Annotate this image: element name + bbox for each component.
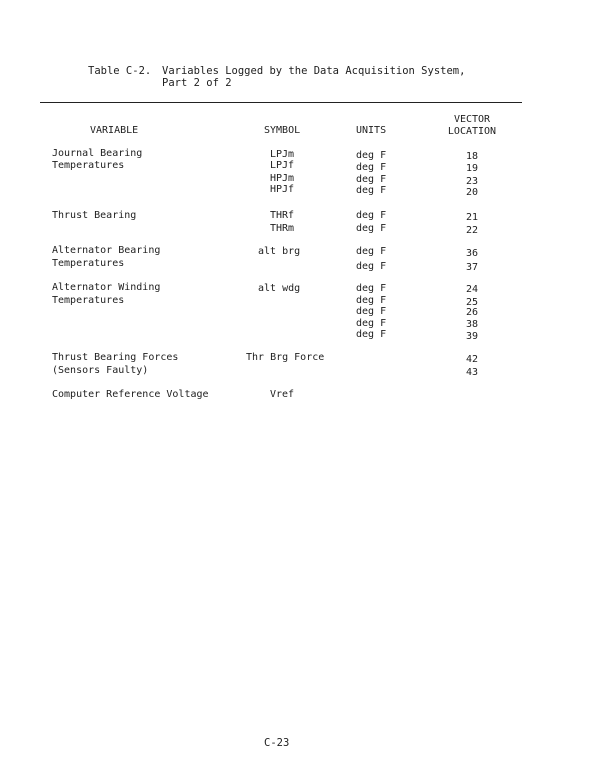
table-title-line-1: Variables Logged by the Data Acquisition System, — [162, 65, 466, 77]
page-number: C-23 — [264, 737, 290, 749]
units-cell: deg F — [356, 210, 387, 221]
units-cell: deg F — [356, 246, 387, 257]
variable-name: Temperatures — [52, 295, 125, 306]
units-cell: deg F — [356, 261, 387, 272]
symbol-cell: LPJf — [270, 160, 295, 171]
units-cell: deg F — [356, 223, 387, 234]
location-cell: 26 — [466, 307, 479, 318]
symbol-cell: Thr Brg Force — [246, 352, 325, 363]
location-cell: 24 — [466, 284, 479, 295]
location-cell: 36 — [466, 248, 479, 259]
variable-name: (Sensors Faulty) — [52, 365, 149, 376]
table-label: Table C-2. — [88, 65, 152, 77]
units-cell: deg F — [356, 295, 387, 306]
location-cell: 21 — [466, 212, 479, 223]
variable-name: Thrust Bearing Forces — [52, 352, 179, 363]
header-vector-line-1: VECTOR — [453, 114, 491, 125]
variable-name: Alternator Winding — [52, 282, 161, 293]
units-cell: deg F — [356, 185, 387, 196]
symbol-cell: alt brg — [258, 246, 301, 257]
symbol-cell: alt wdg — [258, 283, 301, 294]
table-title-line-2: Part 2 of 2 — [162, 77, 232, 89]
header-variable: VARIABLE — [90, 125, 139, 136]
location-cell: 38 — [466, 319, 479, 330]
symbol-cell: Vref — [270, 389, 295, 400]
location-cell: 22 — [466, 225, 479, 236]
units-cell: deg F — [356, 329, 387, 340]
location-cell: 19 — [466, 163, 479, 174]
variable-name: Computer Reference Voltage — [52, 389, 209, 400]
symbol-cell: HPJf — [270, 184, 295, 195]
variable-name: Alternator Bearing — [52, 245, 161, 256]
location-cell: 37 — [466, 262, 479, 273]
location-cell: 23 — [466, 176, 479, 187]
variable-name: Temperatures — [52, 160, 125, 171]
units-cell: deg F — [356, 162, 387, 173]
units-cell: deg F — [356, 150, 387, 161]
symbol-cell: THRm — [270, 223, 295, 234]
location-cell: 25 — [466, 297, 479, 308]
header-units: UNITS — [356, 125, 387, 136]
header-vector-line-2: LOCATION — [447, 126, 497, 137]
variable-name: Thrust Bearing — [52, 210, 137, 221]
location-cell: 39 — [466, 331, 479, 342]
variable-name: Journal Bearing — [52, 148, 143, 159]
location-cell: 20 — [466, 187, 479, 198]
header-symbol: SYMBOL — [264, 125, 301, 136]
units-cell: deg F — [356, 174, 387, 185]
symbol-cell: HPJm — [270, 173, 295, 184]
location-cell: 42 — [466, 354, 479, 365]
units-cell: deg F — [356, 283, 387, 294]
units-cell: deg F — [356, 318, 387, 329]
location-cell: 43 — [466, 367, 479, 378]
units-cell: deg F — [356, 306, 387, 317]
symbol-cell: THRf — [270, 210, 295, 221]
symbol-cell: LPJm — [270, 149, 295, 160]
variable-name: Temperatures — [52, 258, 125, 269]
table-top-rule — [40, 102, 522, 103]
location-cell: 18 — [466, 151, 479, 162]
